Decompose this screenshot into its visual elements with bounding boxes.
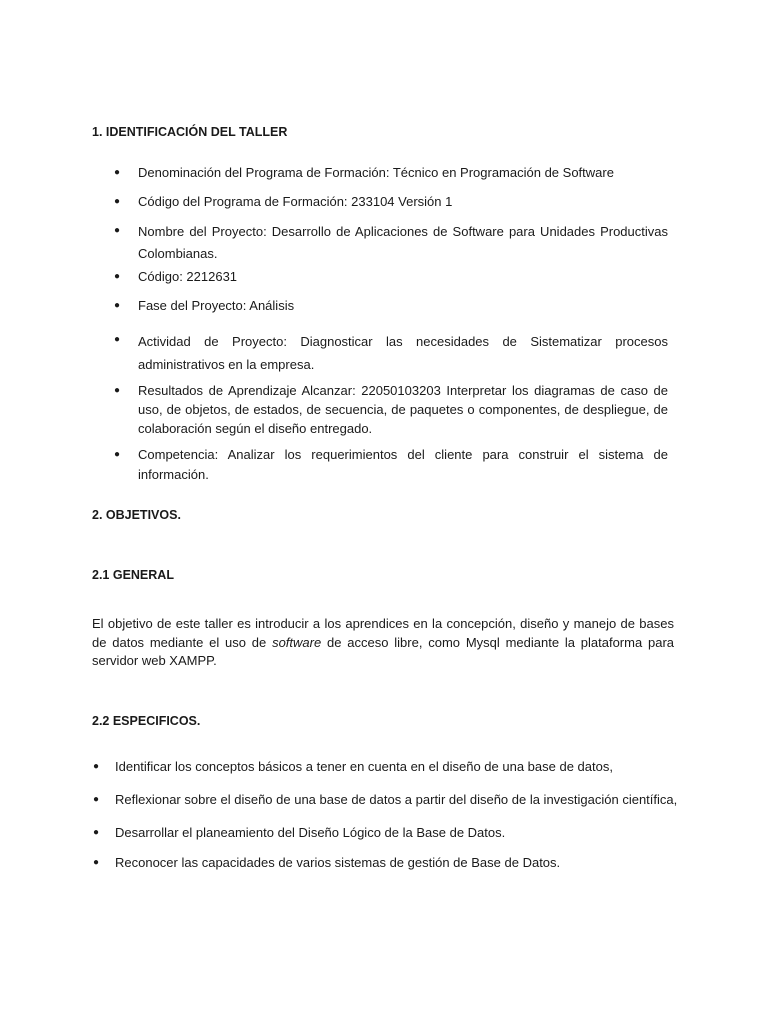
- bullet-icon: ●: [93, 761, 100, 772]
- list-item: ● Código: 2212631: [138, 267, 668, 287]
- bullet-icon: ●: [114, 449, 121, 460]
- bullet-icon: ●: [114, 385, 121, 396]
- list-item: ● Código del Programa de Formación: 233104 Versión 1: [138, 192, 668, 212]
- general-objective-paragraph: El objetivo de este taller es introducir a los aprendices en la concepción, diseño y manejo de bases de datos mediante el uso de software de acceso libre, como Mysql mediante la plataforma para servidor web XAMPP.: [92, 616, 675, 668]
- list-item: ● Resultados de Aprendizaje Alcanzar: 22050103203 Interpretar los diagramas de caso de uso, de objetos, de estados, de secuencia, de paquetes o componentes, de despliegue, de colaboración según el diseño entregado.: [114, 383, 668, 436]
- list-item: ● Competencia: Analizar los requerimientos del cliente para construir el sistema de información.: [114, 447, 668, 482]
- bullet-icon: ●: [114, 271, 121, 282]
- list-item: ● Nombre del Proyecto: Desarrollo de Aplicaciones de Software para Unidades Productivas Colombianas.: [138, 221, 668, 265]
- bullet-icon: ●: [114, 300, 121, 311]
- list-item: ● Denominación del Programa de Formación: Técnico en Programación de Software: [138, 163, 668, 183]
- bullet-icon: ●: [93, 827, 100, 838]
- bullet-icon: ●: [93, 857, 100, 868]
- section-heading-general: 2.1 GENERAL: [92, 568, 174, 582]
- bullet-icon: ●: [114, 334, 121, 345]
- bullet-icon: ●: [114, 225, 121, 236]
- section-heading-objetivos: 2. OBJETIVOS.: [92, 508, 181, 522]
- list-item: ● Reconocer las capacidades de varios sistemas de gestión de Base de Datos.: [115, 853, 685, 873]
- list-item: ● Desarrollar el planeamiento del Diseño Lógico de la Base de Datos.: [115, 823, 685, 843]
- italic-term: software: [272, 634, 322, 650]
- bullet-icon: ●: [114, 167, 121, 178]
- section-heading-especificos: 2.2 ESPECIFICOS.: [92, 714, 201, 728]
- list-item: ● Identificar los conceptos básicos a tener en cuenta en el diseño de una base de datos,: [115, 757, 685, 777]
- bullet-icon: ●: [114, 196, 121, 207]
- section-heading-identificacion: 1. IDENTIFICACIÓN DEL TALLER: [92, 125, 288, 139]
- bullet-icon: ●: [93, 794, 100, 805]
- list-item: ● Reflexionar sobre el diseño de una base de datos a partir del diseño de la investigación científica,: [115, 790, 685, 810]
- list-item: ● Actividad de Proyecto: Diagnosticar las necesidades de Sistematizar procesos administrativos en la empresa.: [138, 330, 668, 376]
- list-item: ● Fase del Proyecto: Análisis: [138, 296, 668, 316]
